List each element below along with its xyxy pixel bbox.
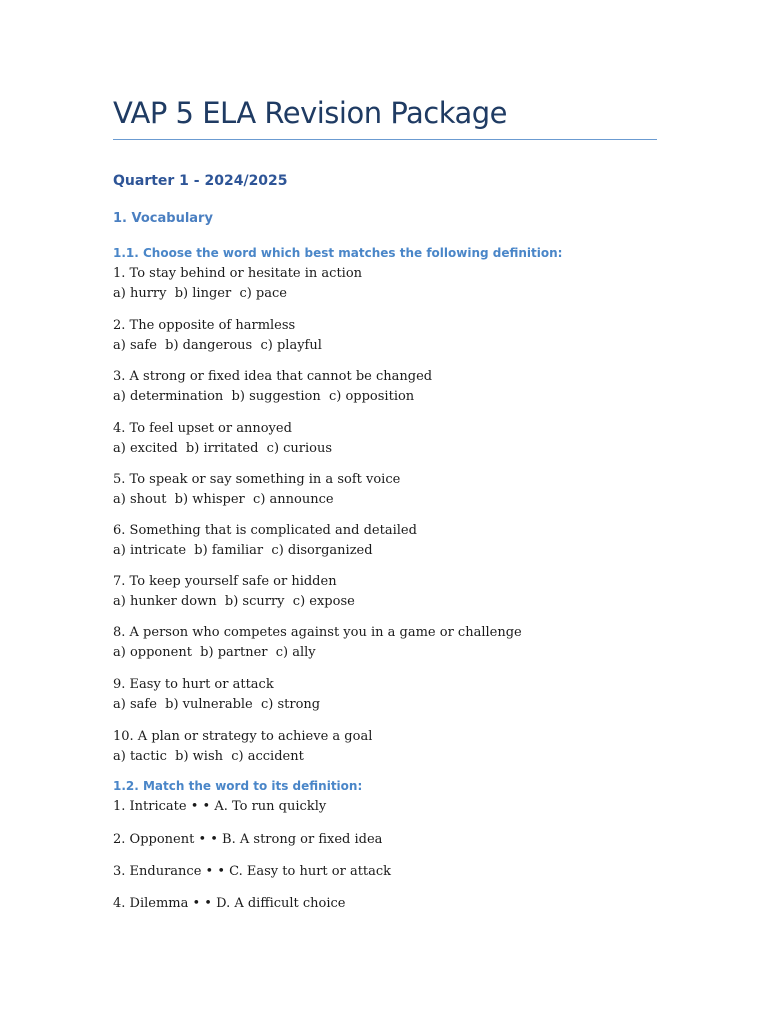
question-3 bbox=[113, 367, 432, 406]
question-options: a) shout b) whisper c) announce bbox=[113, 491, 334, 507]
title-divider bbox=[113, 139, 657, 140]
quarter-heading: Quarter 1 - 2024/2025 bbox=[113, 173, 288, 189]
matching-item-3 bbox=[113, 862, 391, 882]
question-prompt: 2. The opposite of harmless bbox=[113, 318, 296, 333]
subsection-heading-choose-word: 1.1. Choose the word which best matches the following definition: bbox=[113, 246, 563, 260]
matching-item-2 bbox=[113, 830, 382, 850]
question-8 bbox=[113, 623, 522, 662]
question-options: a) hunker down b) scurry c) expose bbox=[113, 593, 355, 609]
question-options: a) safe b) vulnerable c) strong bbox=[113, 696, 321, 712]
question-5 bbox=[113, 470, 400, 509]
question-prompt: 9. Easy to hurt or attack bbox=[113, 677, 274, 692]
question-options: a) determination b) suggestion c) opposition bbox=[113, 388, 415, 404]
question-options: a) opponent b) partner c) ally bbox=[113, 644, 316, 660]
question-options: a) tactic b) wish c) accident bbox=[113, 748, 304, 764]
question-prompt: 1. To stay behind or hesitate in action bbox=[113, 266, 363, 281]
matching-item-1 bbox=[113, 797, 326, 817]
question-prompt: 3. A strong or fixed idea that cannot be changed bbox=[113, 369, 433, 384]
matching-text: 1. Intricate • • A. To run quickly bbox=[113, 799, 327, 814]
matching-text: 4. Dilemma • • D. A difficult choice bbox=[113, 896, 346, 911]
question-prompt: 7. To keep yourself safe or hidden bbox=[113, 574, 337, 589]
document-title: VAP 5 ELA Revision Package bbox=[113, 96, 508, 130]
question-2 bbox=[113, 316, 322, 355]
section-heading-vocabulary: 1. Vocabulary bbox=[113, 211, 213, 226]
question-options: a) safe b) dangerous c) playful bbox=[113, 337, 322, 353]
question-10 bbox=[113, 727, 372, 766]
question-1 bbox=[113, 264, 362, 303]
question-prompt: 10. A plan or strategy to achieve a goal bbox=[113, 729, 373, 744]
matching-text: 3. Endurance • • C. Easy to hurt or attack bbox=[113, 864, 392, 879]
question-4 bbox=[113, 419, 332, 458]
question-prompt: 6. Something that is complicated and detailed bbox=[113, 523, 417, 538]
question-prompt: 5. To speak or say something in a soft voice bbox=[113, 472, 401, 487]
question-prompt: 4. To feel upset or annoyed bbox=[113, 421, 292, 436]
subsection-heading-match-word: 1.2. Match the word to its definition: bbox=[113, 779, 363, 793]
question-options: a) intricate b) familiar c) disorganized bbox=[113, 542, 373, 558]
matching-text: 2. Opponent • • B. A strong or fixed idea bbox=[113, 832, 383, 847]
question-9 bbox=[113, 675, 320, 714]
question-options: a) excited b) irritated c) curious bbox=[113, 440, 333, 456]
question-7 bbox=[113, 572, 355, 611]
question-options: a) hurry b) linger c) pace bbox=[113, 285, 287, 301]
question-prompt: 8. A person who competes against you in a game or challenge bbox=[113, 625, 522, 640]
matching-item-4 bbox=[113, 894, 346, 914]
question-6 bbox=[113, 521, 417, 560]
